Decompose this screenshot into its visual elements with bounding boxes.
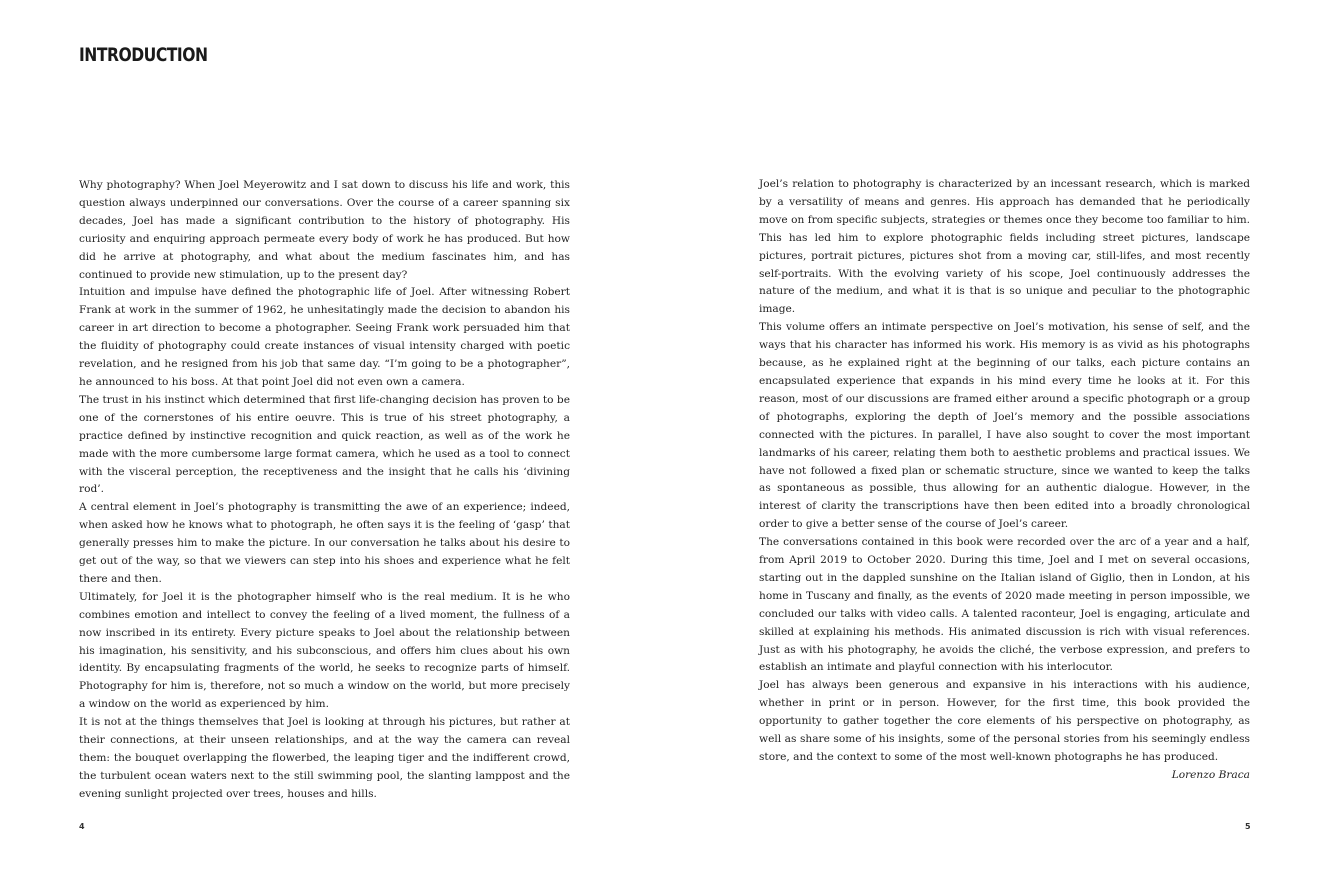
page-number-right: 5 <box>1245 822 1251 831</box>
paragraph: Intuition and impulse have defined the photographic life of Joel. After witnessing Robert Frank at work in the summer of 1962, he unhesitatingly made the decision to abandon his career in art direction to become a photographer. Seeing Frank work persuaded him that the fluidity of photography could create instances of visual intensity charged with poetic revelation, and he resigned from his job that same day. “I’m going to be a photographer”, he announced to his boss. At that point Joel did not even own a camera. <box>79 286 570 388</box>
paragraph: Why photography? When Joel Meyerowitz and I sat down to discuss his life and work, this question always underpinned our conversations. Over the course of a career spanning six decades, Joel has made a significant contribution to the history of photography. His curiosity and enquiring approach permeate every body of work he has produced. But how did he arrive at photography, and what about the medium fascinates him, and has continued to provide new stimulation, up to the present day? <box>79 179 570 281</box>
paragraph: The conversations contained in this book were recorded over the arc of a year and a half, from April 2019 to October 2020. During this time, Joel and I met on several occasions, starting out in the dappled sunshine on the Italian island of Giglio, then in London, at his home in Tuscany and finally, as the events of 2020 made meeting in person impossible, we concluded our talks with video calls. A talented raconteur, Joel is engaging, articulate and skilled at explaining his methods. His animated discussion is rich with visual references. Just as with his photography, he avoids the cliché, the verbose expression, and prefers to establish an intimate and playful connection with his interlocutor. <box>759 536 1250 674</box>
paragraph: It is not at the things themselves that Joel is looking at through his pictures, but rather at their connections, at their unseen relationships, and at the way the camera can reveal them: the bouquet overlapping the flowerbed, the leaping tiger and the indifferent crowd, the turbulent ocean waters next to the still swimming pool, the slanting lamppost and the evening sunlight projected over trees, houses and hills. <box>79 716 570 800</box>
right-page-text <box>759 176 1250 785</box>
page-number-left: 4 <box>79 822 85 831</box>
paragraph: The trust in his instinct which determined that first life-changing decision has proven to be one of the cornerstones of his entire oeuvre. This is true of his street photography, a practice defined by instinctive recognition and quick reaction, as well as of the work he made with the more cumbersome large format camera, which he used as a tool to connect with the visceral perception, the receptiveness and the insight that he calls his ‘divining rod’. <box>79 393 570 496</box>
paragraph: A central element in Joel’s photography is transmitting the awe of an experience; indeed, when asked how he knows what to photograph, he often says it is the feeling of ‘gasp’ that generally presses him to make the picture. In our conversation he talks about his desire to get out of the way, so that we viewers can step into his shoes and experience what he felt there and then. <box>79 501 570 585</box>
chapter-heading: INTRODUCTION <box>79 44 208 66</box>
paragraph: Ultimately, for Joel it is the photographer himself who is the real medium. It is he who combines emotion and intellect to convey the feeling of a lived moment, the fullness of a now inscribed in its entirety. Every picture speaks to Joel about the relationship between his imagination, his sensitivity, and his subconscious, and offers him clues about his own identity. By encapsulating fragments of the world, he seeks to recognize parts of himself. Photography for him is, therefore, not so much a window on the world, but more precisely a window on the world as experienced by him. <box>79 590 570 711</box>
left-page-text <box>79 177 570 804</box>
paragraph: This volume offers an intimate perspective on Joel’s motivation, his sense of self, and the ways that his character has informed his work. His memory is as vivid as his photographs because, as he explained right at the beginning of our talks, each picture contains an encapsulated experience that expands in his mind every time he looks at it. For this reason, most of our discussions are framed either around a specific photograph or a group of photographs, exploring the depth of Joel’s memory and the possible associations connected with the pictures. In parallel, I have also sought to cover the most important landmarks of his career, relating them both to aesthetic problems and practical issues. We have not followed a fixed plan or schematic structure, since we wanted to keep the talks as spontaneous as possible, thus allowing for an authentic dialogue. However, in the interest of clarity the transcriptions have then been edited into a broadly chronological order to give a better sense of the course of Joel’s career. <box>759 321 1250 531</box>
author-signature: Lorenzo Braca <box>1171 768 1250 781</box>
paragraph: Joel’s relation to photography is characterized by an incessant research, which is marked by a versatility of means and genres. His approach has demanded that he periodically move on from specific subjects, strategies or themes once they become too familiar to him. This has led him to explore photographic fields including street pictures, landscape pictures, portrait pictures, pictures shot from a moving car, still-lifes, and most recently self-portraits. With the evolving variety of his scope, Joel continuously addresses the nature of the medium, and what it is that is so unique and peculiar to the photographic image. <box>759 178 1250 316</box>
paragraph: Joel has always been generous and expansive in his interactions with his audience, whether in print or in person. However, for the first time, this book provided the opportunity to gather together the core elements of his perspective on photography, as well as share some of his insights, some of the personal stories from his seemingly endless store, and the context to some of the most well-known photographs he has produced. <box>759 679 1250 763</box>
